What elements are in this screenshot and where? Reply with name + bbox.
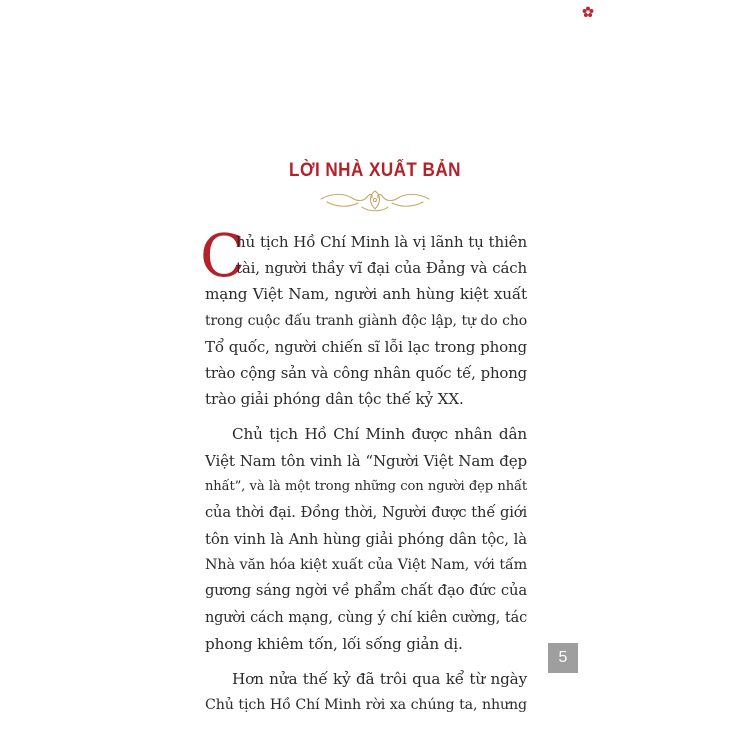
text-line: mạng Việt Nam, người anh hùng kiệt xuất [205, 285, 527, 304]
text-line: Chủ tịch Hồ Chí Minh được nhân dân [232, 425, 527, 444]
paragraph-1 [205, 229, 527, 412]
text-line: phong khiêm tốn, lối sống giản dị. [205, 634, 463, 653]
text-line: Tổ quốc, người chiến sĩ lỗi lạc trong phong [205, 337, 527, 356]
text-line: trong cuộc đấu tranh giành độc lập, tự do cho [205, 312, 527, 329]
body-text [205, 229, 527, 718]
text-line: hủ tịch Hồ Chí Minh là vị lãnh tụ thiên [236, 233, 527, 251]
text-line: trào giải phóng dân tộc thế kỷ XX. [205, 390, 464, 409]
text-line: của thời đại. Đồng thời, Người được thế giới [205, 503, 527, 521]
text-line: Hơn nửa thế kỷ đã trôi qua kể từ ngày [232, 670, 527, 688]
paragraph-2 [205, 421, 527, 657]
text-line: người cách mạng, cùng ý chí kiên cường, tác [205, 609, 527, 626]
text-line: Việt Nam tôn vinh là “Người Việt Nam đẹp [205, 451, 527, 470]
text-line: Chủ tịch Hồ Chí Minh rời xa chúng ta, nhưng [205, 697, 527, 714]
text-line: nhất”, và là một trong những con người đẹp nhất [205, 478, 527, 494]
text-line: gương sáng ngời về phẩm chất đạo đức của [205, 582, 527, 600]
drop-cap-letter: C [200, 221, 246, 290]
ornament-divider-icon [318, 186, 432, 216]
page-number: 5 [548, 643, 578, 673]
flower-mark-icon [582, 6, 594, 18]
text-line: Nhà văn hóa kiệt xuất của Việt Nam, với tấm [205, 557, 527, 574]
text-line: tài, người thầy vĩ đại của Đảng và cách [236, 259, 527, 278]
page-heading: LỜI NHÀ XUẤT BẢN [289, 160, 461, 181]
text-line: tôn vinh là Anh hùng giải phóng dân tộc, là [205, 530, 527, 549]
paragraph-3 [205, 666, 527, 718]
text-line: trào cộng sản và công nhân quốc tế, phong [205, 363, 527, 382]
